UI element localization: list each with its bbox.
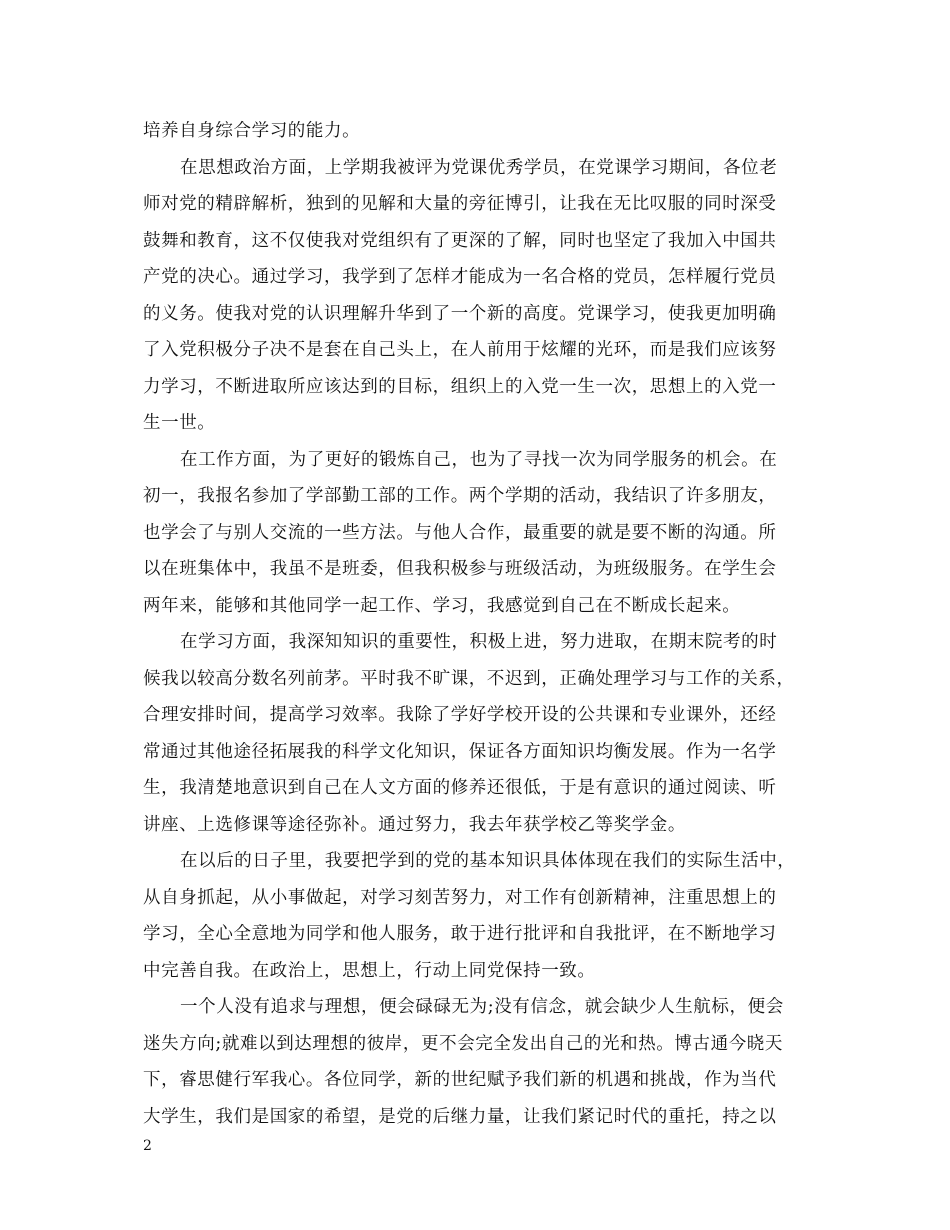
text-line: 鼓舞和教育，这不仅使我对党组织有了更深的了解，同时也坚定了我加入中国共 xyxy=(143,230,777,251)
text-line: 在以后的日子里，我要把学到的党的基本知识具体体现在我们的实际生活中， xyxy=(180,851,796,871)
text-line: 学习，全心全意地为同学和他人服务，敢于进行批评和自我批评，在不断地学习 xyxy=(143,924,777,944)
page-number: 2 xyxy=(143,1138,152,1154)
text-line: 生，我清楚地意识到自己在人文方面的修养还很低，于是有意识的通过阅读、听 xyxy=(143,778,777,798)
paragraph-political xyxy=(143,150,807,442)
text-line: 也学会了与别人交流的一些方法。与他人合作，最重要的就是要不断的沟通。所 xyxy=(143,522,777,543)
text-line: 力学习，不断进取所应该达到的目标，组织上的入党一生一次，思想上的入党一 xyxy=(143,376,777,397)
text-line: 生一世。 xyxy=(143,413,216,433)
body-text xyxy=(143,113,807,1135)
paragraph-study xyxy=(143,624,807,843)
text-line: 的义务。使我对党的认识理解升华到了一个新的高度。党课学习，使我更加明确 xyxy=(143,303,777,324)
paragraph-continuation xyxy=(143,113,807,150)
text-line: 师对党的精辟解析，独到的见解和大量的旁征博引，让我在无比叹服的同时深受 xyxy=(143,194,777,214)
text-line: 以在班集体中，我虽不是班委，但我积极参与班级活动，为班级服务。在学生会 xyxy=(143,559,777,579)
text-line: 下，睿思健行军我心。各位同学，新的世纪赋予我们新的机遇和挑战，作为当代 xyxy=(143,1070,777,1090)
text-line: 产党的决心。通过学习，我学到了怎样才能成为一名合格的党员，怎样履行党员 xyxy=(143,267,777,287)
text-line: 了入党积极分子决不是套在自己头上，在人前用于炫耀的光环，而是我们应该努 xyxy=(143,340,777,360)
text-line: 在思想政治方面，上学期我被评为党课优秀学员，在党课学习期间，各位老 xyxy=(180,157,778,178)
text-line: 在工作方面，为了更好的锻炼自己，也为了寻找一次为同学服务的机会。在 xyxy=(180,449,778,470)
text-line: 大学生，我们是国家的希望，是党的后继力量，让我们紧记时代的重托，持之以 xyxy=(143,1106,777,1127)
text-line: 中完善自我。在政治上，思想上，行动上同党保持一致。 xyxy=(143,960,596,981)
text-line: 初一，我报名参加了学部勤工部的工作。两个学期的活动，我结识了许多朋友， xyxy=(143,486,777,506)
paragraph-work xyxy=(143,442,807,625)
text-line: 培养自身综合学习的能力。 xyxy=(143,121,361,141)
text-line: 常通过其他途径拓展我的科学文化知识，保证各方面知识均衡发展。作为一名学 xyxy=(143,741,777,762)
text-line: 讲座、上选修课等途径弥补。通过努力，我去年获学校乙等奖学金。 xyxy=(143,814,686,835)
text-line: 候我以较高分数名列前茅。平时我不旷课，不迟到，正确处理学习与工作的关系， xyxy=(143,668,795,689)
text-line: 从自身抓起，从小事做起，对学习刻苦努力，对工作有创新精神，注重思想上的 xyxy=(143,887,777,908)
text-line: 两年来，能够和其他同学一起工作、学习，我感觉到自己在不断成长起来。 xyxy=(143,595,741,616)
paragraph-ideals xyxy=(143,989,807,1135)
paragraph-future xyxy=(143,843,807,989)
text-line: 合理安排时间，提高学习效率。我除了学好学校开设的公共课和专业课外，还经 xyxy=(143,705,777,725)
text-line: 迷失方向;就难以到达理想的彼岸，更不会完全发出自己的光和热。博古通今晓天 xyxy=(143,1033,783,1054)
text-line: 一个人没有追求与理想，便会碌碌无为;没有信念，就会缺少人生航标，便会 xyxy=(180,997,784,1017)
text-line: 在学习方面，我深知知识的重要性，积极上进，努力进取，在期末院考的时 xyxy=(180,632,778,652)
